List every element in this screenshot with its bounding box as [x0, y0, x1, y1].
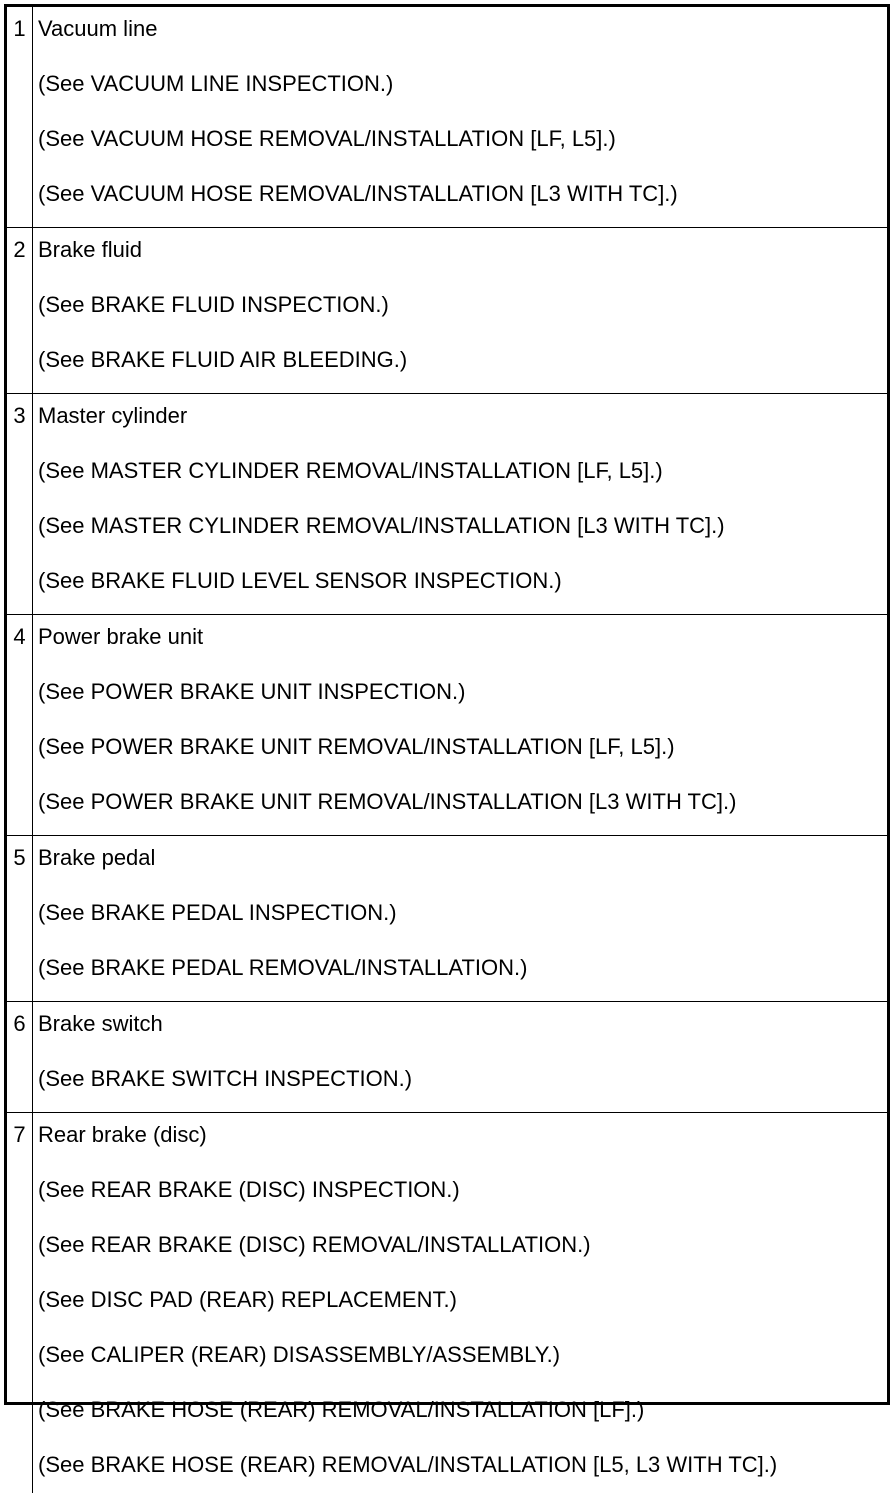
component-title: Power brake unit	[38, 624, 204, 649]
table-row	[7, 1001, 887, 1112]
component-reference-table	[4, 4, 890, 1477]
reference-link[interactable]: (See POWER BRAKE UNIT INSPECTION.)	[38, 679, 466, 704]
reference-link[interactable]: (See REAR BRAKE (DISC) REMOVAL/INSTALLATION.)	[38, 1232, 591, 1257]
row-body	[33, 836, 887, 1001]
row-number: 2	[7, 228, 33, 393]
component-title: Brake switch	[38, 1011, 163, 1036]
reference-link[interactable]: (See BRAKE FLUID AIR BLEEDING.)	[38, 347, 408, 372]
row-number: 4	[7, 615, 33, 835]
row-number: 7	[7, 1113, 33, 1493]
table-row	[7, 7, 887, 227]
reference-link[interactable]: (See MASTER CYLINDER REMOVAL/INSTALLATION [L3 WITH TC].)	[38, 513, 725, 538]
row-number: 1	[7, 7, 33, 227]
table-row	[7, 835, 887, 1001]
row-body	[33, 1002, 887, 1112]
reference-link[interactable]: (See CALIPER (REAR) DISASSEMBLY/ASSEMBLY.)	[38, 1342, 561, 1367]
reference-link[interactable]: (See BRAKE SWITCH INSPECTION.)	[38, 1066, 413, 1091]
reference-link[interactable]: (See BRAKE HOSE (REAR) REMOVAL/INSTALLATION [L5, L3 WITH TC].)	[38, 1452, 778, 1477]
table-row	[7, 227, 887, 393]
reference-link[interactable]: (See BRAKE HOSE (REAR) REMOVAL/INSTALLATION [LF].)	[38, 1397, 645, 1422]
reference-link[interactable]: (See MASTER CYLINDER REMOVAL/INSTALLATION [LF, L5].)	[38, 458, 663, 483]
reference-link[interactable]: (See BRAKE FLUID LEVEL SENSOR INSPECTION.)	[38, 568, 562, 593]
reference-link[interactable]: (See BRAKE PEDAL REMOVAL/INSTALLATION.)	[38, 955, 528, 980]
row-number: 5	[7, 836, 33, 1001]
row-body	[33, 394, 887, 614]
table-row	[7, 393, 887, 614]
table-row	[7, 1112, 887, 1493]
reference-link[interactable]: (See VACUUM HOSE REMOVAL/INSTALLATION [LF, L5].)	[38, 126, 616, 151]
row-body	[33, 228, 887, 393]
row-number: 6	[7, 1002, 33, 1112]
reference-link[interactable]: (See VACUUM HOSE REMOVAL/INSTALLATION [L3 WITH TC].)	[38, 181, 678, 206]
reference-link[interactable]: (See BRAKE PEDAL INSPECTION.)	[38, 900, 397, 925]
component-title: Master cylinder	[38, 403, 188, 428]
component-title: Brake fluid	[38, 237, 142, 262]
reference-link[interactable]: (See BRAKE FLUID INSPECTION.)	[38, 292, 389, 317]
row-body	[33, 7, 887, 227]
row-body	[33, 615, 887, 835]
table-row	[7, 614, 887, 835]
reference-link[interactable]: (See POWER BRAKE UNIT REMOVAL/INSTALLATION [LF, L5].)	[38, 734, 675, 759]
reference-link[interactable]: (See VACUUM LINE INSPECTION.)	[38, 71, 394, 96]
reference-link[interactable]: (See DISC PAD (REAR) REPLACEMENT.)	[38, 1287, 457, 1312]
reference-link[interactable]: (See POWER BRAKE UNIT REMOVAL/INSTALLATION [L3 WITH TC].)	[38, 789, 737, 814]
component-title: Brake pedal	[38, 845, 156, 870]
component-title: Rear brake (disc)	[38, 1122, 207, 1147]
row-body	[33, 1113, 887, 1493]
row-number: 3	[7, 394, 33, 614]
reference-link[interactable]: (See REAR BRAKE (DISC) INSPECTION.)	[38, 1177, 460, 1202]
component-title: Vacuum line	[38, 16, 158, 41]
